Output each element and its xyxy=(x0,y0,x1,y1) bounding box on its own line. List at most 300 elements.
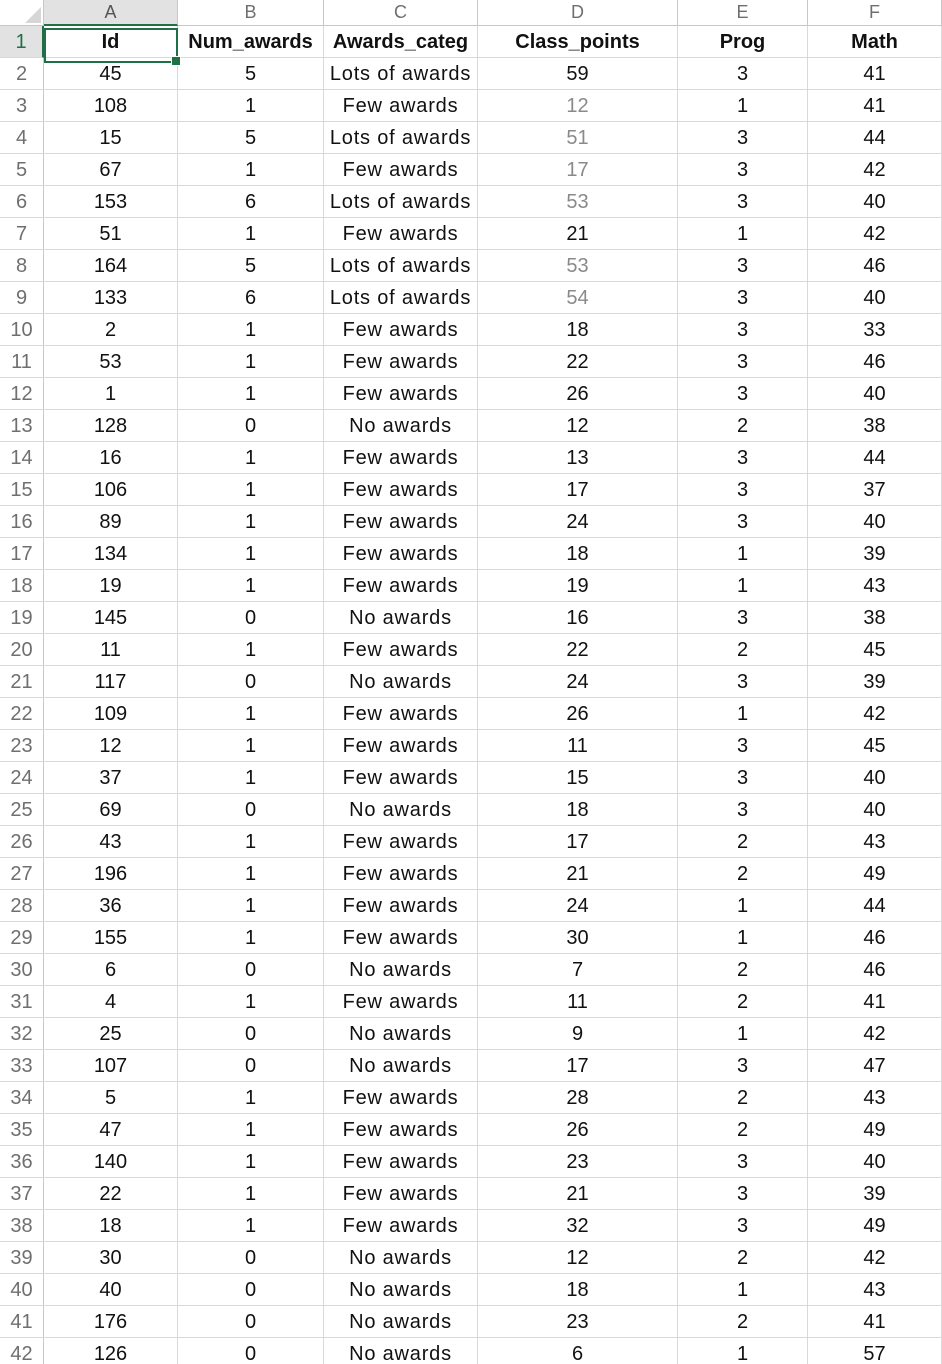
cell-class-points[interactable]: 16 xyxy=(478,602,678,634)
cell-id[interactable]: 89 xyxy=(44,506,178,538)
select-all-button[interactable] xyxy=(0,0,44,26)
cell-id[interactable]: 196 xyxy=(44,858,178,890)
cell-class-points[interactable]: 6 xyxy=(478,1338,678,1364)
cell-prog[interactable]: 2 xyxy=(678,1114,808,1146)
cell-awards-categ[interactable]: No awards xyxy=(324,1050,478,1082)
row-header[interactable]: 12 xyxy=(0,378,44,410)
cell-awards-categ[interactable]: Lots of awards xyxy=(324,282,478,314)
cell-prog[interactable]: 2 xyxy=(678,858,808,890)
cell-num-awards[interactable]: 5 xyxy=(178,58,324,90)
cell-num-awards[interactable]: 1 xyxy=(178,314,324,346)
cell-math[interactable]: 41 xyxy=(808,986,942,1018)
row-header[interactable]: 24 xyxy=(0,762,44,794)
cell-math[interactable]: 43 xyxy=(808,570,942,602)
cell-num-awards[interactable]: 1 xyxy=(178,570,324,602)
cell-num-awards[interactable]: 1 xyxy=(178,858,324,890)
cell-class-points[interactable]: 17 xyxy=(478,826,678,858)
cell-math[interactable]: 49 xyxy=(808,1114,942,1146)
cell-class-points[interactable]: 32 xyxy=(478,1210,678,1242)
cell-prog[interactable]: 2 xyxy=(678,826,808,858)
cell-id[interactable]: 133 xyxy=(44,282,178,314)
cell-math[interactable]: 38 xyxy=(808,602,942,634)
cell-id[interactable]: 43 xyxy=(44,826,178,858)
cell-class-points[interactable]: 53 xyxy=(478,250,678,282)
cell-id[interactable]: 106 xyxy=(44,474,178,506)
cell-math[interactable]: 41 xyxy=(808,58,942,90)
cell-num-awards[interactable]: 1 xyxy=(178,634,324,666)
column-header-f[interactable]: F xyxy=(808,0,942,26)
cell-num-awards[interactable]: 0 xyxy=(178,1050,324,1082)
cell-math[interactable]: 39 xyxy=(808,538,942,570)
cell-prog[interactable]: 3 xyxy=(678,378,808,410)
cell-awards-categ[interactable]: Few awards xyxy=(324,698,478,730)
header-cell-math[interactable]: Math xyxy=(808,26,942,58)
cell-id[interactable]: 53 xyxy=(44,346,178,378)
cell-id[interactable]: 145 xyxy=(44,602,178,634)
cell-id[interactable]: 2 xyxy=(44,314,178,346)
header-cell-num-awards[interactable]: Num_awards xyxy=(178,26,324,58)
row-header[interactable]: 27 xyxy=(0,858,44,890)
cell-num-awards[interactable]: 0 xyxy=(178,1338,324,1364)
cell-class-points[interactable]: 15 xyxy=(478,762,678,794)
cell-id[interactable]: 155 xyxy=(44,922,178,954)
row-header[interactable]: 28 xyxy=(0,890,44,922)
cell-class-points[interactable]: 12 xyxy=(478,410,678,442)
cell-id[interactable]: 128 xyxy=(44,410,178,442)
cell-awards-categ[interactable]: Few awards xyxy=(324,570,478,602)
cell-math[interactable]: 49 xyxy=(808,858,942,890)
cell-awards-categ[interactable]: Few awards xyxy=(324,442,478,474)
row-header[interactable]: 1 xyxy=(0,26,44,58)
cell-id[interactable]: 67 xyxy=(44,154,178,186)
row-header[interactable]: 38 xyxy=(0,1210,44,1242)
cell-class-points[interactable]: 53 xyxy=(478,186,678,218)
cell-prog[interactable]: 3 xyxy=(678,154,808,186)
cell-prog[interactable]: 3 xyxy=(678,1146,808,1178)
cell-math[interactable]: 38 xyxy=(808,410,942,442)
cell-math[interactable]: 42 xyxy=(808,218,942,250)
cell-class-points[interactable]: 24 xyxy=(478,506,678,538)
cell-awards-categ[interactable]: Few awards xyxy=(324,1178,478,1210)
cell-num-awards[interactable]: 1 xyxy=(178,1178,324,1210)
header-cell-id[interactable]: Id xyxy=(44,26,178,58)
cell-num-awards[interactable]: 0 xyxy=(178,602,324,634)
row-header[interactable]: 25 xyxy=(0,794,44,826)
cell-prog[interactable]: 2 xyxy=(678,410,808,442)
cell-id[interactable]: 22 xyxy=(44,1178,178,1210)
cell-math[interactable]: 46 xyxy=(808,922,942,954)
cell-prog[interactable]: 3 xyxy=(678,250,808,282)
cell-awards-categ[interactable]: Lots of awards xyxy=(324,186,478,218)
row-header[interactable]: 14 xyxy=(0,442,44,474)
cell-id[interactable]: 134 xyxy=(44,538,178,570)
cell-math[interactable]: 40 xyxy=(808,762,942,794)
cell-awards-categ[interactable]: Few awards xyxy=(324,986,478,1018)
cell-awards-categ[interactable]: No awards xyxy=(324,954,478,986)
cell-awards-categ[interactable]: No awards xyxy=(324,1018,478,1050)
cell-math[interactable]: 33 xyxy=(808,314,942,346)
cell-class-points[interactable]: 12 xyxy=(478,90,678,122)
cell-id[interactable]: 140 xyxy=(44,1146,178,1178)
cell-class-points[interactable]: 18 xyxy=(478,794,678,826)
cell-awards-categ[interactable]: No awards xyxy=(324,1338,478,1364)
row-header[interactable]: 7 xyxy=(0,218,44,250)
cell-awards-categ[interactable]: Few awards xyxy=(324,730,478,762)
row-header[interactable]: 9 xyxy=(0,282,44,314)
row-header[interactable]: 3 xyxy=(0,90,44,122)
cell-id[interactable]: 51 xyxy=(44,218,178,250)
cell-class-points[interactable]: 24 xyxy=(478,666,678,698)
cell-math[interactable]: 42 xyxy=(808,698,942,730)
cell-num-awards[interactable]: 1 xyxy=(178,890,324,922)
cell-class-points[interactable]: 18 xyxy=(478,314,678,346)
cell-prog[interactable]: 2 xyxy=(678,986,808,1018)
cell-prog[interactable]: 3 xyxy=(678,1050,808,1082)
cell-prog[interactable]: 1 xyxy=(678,538,808,570)
cell-math[interactable]: 49 xyxy=(808,1210,942,1242)
cell-prog[interactable]: 3 xyxy=(678,474,808,506)
row-header[interactable]: 18 xyxy=(0,570,44,602)
row-header[interactable]: 42 xyxy=(0,1338,44,1364)
cell-class-points[interactable]: 26 xyxy=(478,698,678,730)
row-header[interactable]: 37 xyxy=(0,1178,44,1210)
cell-id[interactable]: 108 xyxy=(44,90,178,122)
cell-class-points[interactable]: 28 xyxy=(478,1082,678,1114)
cell-prog[interactable]: 3 xyxy=(678,122,808,154)
cell-math[interactable]: 37 xyxy=(808,474,942,506)
cell-prog[interactable]: 3 xyxy=(678,794,808,826)
cell-awards-categ[interactable]: Lots of awards xyxy=(324,58,478,90)
cell-prog[interactable]: 3 xyxy=(678,186,808,218)
cell-math[interactable]: 40 xyxy=(808,282,942,314)
cell-class-points[interactable]: 11 xyxy=(478,986,678,1018)
cell-class-points[interactable]: 22 xyxy=(478,346,678,378)
cell-prog[interactable]: 3 xyxy=(678,666,808,698)
cell-id[interactable]: 107 xyxy=(44,1050,178,1082)
cell-awards-categ[interactable]: Few awards xyxy=(324,474,478,506)
cell-awards-categ[interactable]: Lots of awards xyxy=(324,122,478,154)
cell-awards-categ[interactable]: Few awards xyxy=(324,762,478,794)
cell-num-awards[interactable]: 1 xyxy=(178,922,324,954)
cell-id[interactable]: 153 xyxy=(44,186,178,218)
cell-class-points[interactable]: 11 xyxy=(478,730,678,762)
cell-math[interactable]: 45 xyxy=(808,634,942,666)
cell-id[interactable]: 69 xyxy=(44,794,178,826)
cell-math[interactable]: 40 xyxy=(808,186,942,218)
cell-math[interactable]: 39 xyxy=(808,1178,942,1210)
cell-awards-categ[interactable]: Few awards xyxy=(324,634,478,666)
column-header-d[interactable]: D xyxy=(478,0,678,26)
cell-awards-categ[interactable]: Few awards xyxy=(324,90,478,122)
cell-id[interactable]: 36 xyxy=(44,890,178,922)
row-header[interactable]: 21 xyxy=(0,666,44,698)
cell-id[interactable]: 15 xyxy=(44,122,178,154)
cell-awards-categ[interactable]: No awards xyxy=(324,666,478,698)
cell-prog[interactable]: 2 xyxy=(678,1306,808,1338)
cell-id[interactable]: 4 xyxy=(44,986,178,1018)
cell-num-awards[interactable]: 1 xyxy=(178,474,324,506)
cell-awards-categ[interactable]: Few awards xyxy=(324,506,478,538)
cell-id[interactable]: 109 xyxy=(44,698,178,730)
cell-awards-categ[interactable]: Few awards xyxy=(324,1082,478,1114)
cell-num-awards[interactable]: 6 xyxy=(178,186,324,218)
cell-awards-categ[interactable]: No awards xyxy=(324,1274,478,1306)
cell-num-awards[interactable]: 1 xyxy=(178,698,324,730)
cell-prog[interactable]: 3 xyxy=(678,442,808,474)
cell-math[interactable]: 57 xyxy=(808,1338,942,1364)
cell-num-awards[interactable]: 1 xyxy=(178,90,324,122)
cell-math[interactable]: 40 xyxy=(808,1146,942,1178)
cell-awards-categ[interactable]: No awards xyxy=(324,602,478,634)
cell-math[interactable]: 46 xyxy=(808,954,942,986)
row-header[interactable]: 31 xyxy=(0,986,44,1018)
cell-awards-categ[interactable]: No awards xyxy=(324,1306,478,1338)
cell-num-awards[interactable]: 0 xyxy=(178,410,324,442)
row-header[interactable]: 32 xyxy=(0,1018,44,1050)
cell-id[interactable]: 126 xyxy=(44,1338,178,1364)
cell-num-awards[interactable]: 1 xyxy=(178,1114,324,1146)
cell-class-points[interactable]: 51 xyxy=(478,122,678,154)
row-header[interactable]: 13 xyxy=(0,410,44,442)
cell-awards-categ[interactable]: No awards xyxy=(324,794,478,826)
cell-prog[interactable]: 1 xyxy=(678,1274,808,1306)
cell-math[interactable]: 40 xyxy=(808,794,942,826)
cell-prog[interactable]: 1 xyxy=(678,698,808,730)
cell-prog[interactable]: 3 xyxy=(678,282,808,314)
cell-prog[interactable]: 3 xyxy=(678,1178,808,1210)
cell-prog[interactable]: 3 xyxy=(678,506,808,538)
cell-prog[interactable]: 3 xyxy=(678,314,808,346)
cell-num-awards[interactable]: 1 xyxy=(178,826,324,858)
cell-num-awards[interactable]: 1 xyxy=(178,218,324,250)
cell-id[interactable]: 25 xyxy=(44,1018,178,1050)
cell-class-points[interactable]: 12 xyxy=(478,1242,678,1274)
row-header[interactable]: 16 xyxy=(0,506,44,538)
cell-awards-categ[interactable]: Few awards xyxy=(324,922,478,954)
cell-class-points[interactable]: 23 xyxy=(478,1146,678,1178)
cell-id[interactable]: 176 xyxy=(44,1306,178,1338)
cell-class-points[interactable]: 26 xyxy=(478,378,678,410)
cell-num-awards[interactable]: 0 xyxy=(178,1306,324,1338)
cell-class-points[interactable]: 17 xyxy=(478,474,678,506)
cell-awards-categ[interactable]: Few awards xyxy=(324,314,478,346)
row-header[interactable]: 33 xyxy=(0,1050,44,1082)
cell-id[interactable]: 6 xyxy=(44,954,178,986)
row-header[interactable]: 35 xyxy=(0,1114,44,1146)
row-header[interactable]: 8 xyxy=(0,250,44,282)
cell-id[interactable]: 19 xyxy=(44,570,178,602)
cell-prog[interactable]: 1 xyxy=(678,218,808,250)
cell-prog[interactable]: 3 xyxy=(678,762,808,794)
cell-class-points[interactable]: 21 xyxy=(478,218,678,250)
cell-awards-categ[interactable]: No awards xyxy=(324,1242,478,1274)
cell-num-awards[interactable]: 1 xyxy=(178,538,324,570)
cell-prog[interactable]: 3 xyxy=(678,602,808,634)
cell-id[interactable]: 30 xyxy=(44,1242,178,1274)
row-header[interactable]: 39 xyxy=(0,1242,44,1274)
cell-math[interactable]: 43 xyxy=(808,1082,942,1114)
cell-num-awards[interactable]: 1 xyxy=(178,762,324,794)
cell-id[interactable]: 1 xyxy=(44,378,178,410)
cell-class-points[interactable]: 13 xyxy=(478,442,678,474)
cell-prog[interactable]: 3 xyxy=(678,58,808,90)
cell-awards-categ[interactable]: Lots of awards xyxy=(324,250,478,282)
cell-prog[interactable]: 2 xyxy=(678,954,808,986)
cell-num-awards[interactable]: 1 xyxy=(178,506,324,538)
cell-class-points[interactable]: 59 xyxy=(478,58,678,90)
cell-math[interactable]: 44 xyxy=(808,122,942,154)
cell-num-awards[interactable]: 1 xyxy=(178,1082,324,1114)
row-header[interactable]: 2 xyxy=(0,58,44,90)
cell-prog[interactable]: 1 xyxy=(678,890,808,922)
cell-math[interactable]: 44 xyxy=(808,890,942,922)
cell-num-awards[interactable]: 0 xyxy=(178,666,324,698)
cell-num-awards[interactable]: 1 xyxy=(178,1210,324,1242)
cell-math[interactable]: 46 xyxy=(808,250,942,282)
cell-class-points[interactable]: 17 xyxy=(478,1050,678,1082)
header-cell-prog[interactable]: Prog xyxy=(678,26,808,58)
cell-math[interactable]: 47 xyxy=(808,1050,942,1082)
cell-math[interactable]: 39 xyxy=(808,666,942,698)
cell-math[interactable]: 40 xyxy=(808,506,942,538)
row-header[interactable]: 22 xyxy=(0,698,44,730)
cell-id[interactable]: 40 xyxy=(44,1274,178,1306)
cell-num-awards[interactable]: 1 xyxy=(178,346,324,378)
row-header[interactable]: 30 xyxy=(0,954,44,986)
cell-math[interactable]: 41 xyxy=(808,1306,942,1338)
cell-id[interactable]: 37 xyxy=(44,762,178,794)
cell-math[interactable]: 45 xyxy=(808,730,942,762)
row-header[interactable]: 36 xyxy=(0,1146,44,1178)
cell-class-points[interactable]: 54 xyxy=(478,282,678,314)
cell-class-points[interactable]: 21 xyxy=(478,1178,678,1210)
cell-class-points[interactable]: 21 xyxy=(478,858,678,890)
column-header-c[interactable]: C xyxy=(324,0,478,26)
cell-num-awards[interactable]: 0 xyxy=(178,1274,324,1306)
cell-math[interactable]: 46 xyxy=(808,346,942,378)
cell-awards-categ[interactable]: Few awards xyxy=(324,858,478,890)
cell-num-awards[interactable]: 0 xyxy=(178,954,324,986)
cell-id[interactable]: 164 xyxy=(44,250,178,282)
row-header[interactable]: 20 xyxy=(0,634,44,666)
row-header[interactable]: 6 xyxy=(0,186,44,218)
cell-math[interactable]: 42 xyxy=(808,1242,942,1274)
row-header[interactable]: 23 xyxy=(0,730,44,762)
cell-prog[interactable]: 1 xyxy=(678,1338,808,1364)
cell-prog[interactable]: 2 xyxy=(678,634,808,666)
cell-id[interactable]: 47 xyxy=(44,1114,178,1146)
cell-class-points[interactable]: 24 xyxy=(478,890,678,922)
row-header[interactable]: 34 xyxy=(0,1082,44,1114)
row-header[interactable]: 10 xyxy=(0,314,44,346)
cell-awards-categ[interactable]: Few awards xyxy=(324,154,478,186)
column-header-e[interactable]: E xyxy=(678,0,808,26)
cell-num-awards[interactable]: 1 xyxy=(178,378,324,410)
cell-awards-categ[interactable]: Few awards xyxy=(324,1114,478,1146)
cell-awards-categ[interactable]: Few awards xyxy=(324,538,478,570)
cell-class-points[interactable]: 7 xyxy=(478,954,678,986)
cell-class-points[interactable]: 23 xyxy=(478,1306,678,1338)
row-header[interactable]: 4 xyxy=(0,122,44,154)
row-header[interactable]: 17 xyxy=(0,538,44,570)
cell-num-awards[interactable]: 0 xyxy=(178,1018,324,1050)
row-header[interactable]: 26 xyxy=(0,826,44,858)
row-header[interactable]: 41 xyxy=(0,1306,44,1338)
cell-class-points[interactable]: 17 xyxy=(478,154,678,186)
cell-num-awards[interactable]: 1 xyxy=(178,442,324,474)
cell-math[interactable]: 43 xyxy=(808,1274,942,1306)
cell-class-points[interactable]: 18 xyxy=(478,538,678,570)
cell-prog[interactable]: 1 xyxy=(678,1018,808,1050)
header-cell-awards-categ[interactable]: Awards_categ xyxy=(324,26,478,58)
cell-prog[interactable]: 2 xyxy=(678,1242,808,1274)
cell-class-points[interactable]: 18 xyxy=(478,1274,678,1306)
cell-id[interactable]: 18 xyxy=(44,1210,178,1242)
cell-id[interactable]: 5 xyxy=(44,1082,178,1114)
cell-prog[interactable]: 3 xyxy=(678,346,808,378)
column-header-b[interactable]: B xyxy=(178,0,324,26)
cell-prog[interactable]: 2 xyxy=(678,1082,808,1114)
cell-awards-categ[interactable]: Few awards xyxy=(324,1210,478,1242)
cell-id[interactable]: 12 xyxy=(44,730,178,762)
cell-awards-categ[interactable]: Few awards xyxy=(324,218,478,250)
cell-awards-categ[interactable]: No awards xyxy=(324,410,478,442)
row-header[interactable]: 29 xyxy=(0,922,44,954)
header-cell-class-points[interactable]: Class_points xyxy=(478,26,678,58)
cell-math[interactable]: 40 xyxy=(808,378,942,410)
cell-awards-categ[interactable]: Few awards xyxy=(324,378,478,410)
cell-num-awards[interactable]: 1 xyxy=(178,986,324,1018)
cell-id[interactable]: 11 xyxy=(44,634,178,666)
cell-num-awards[interactable]: 5 xyxy=(178,122,324,154)
cell-prog[interactable]: 1 xyxy=(678,90,808,122)
cell-prog[interactable]: 3 xyxy=(678,1210,808,1242)
cell-class-points[interactable]: 30 xyxy=(478,922,678,954)
cell-math[interactable]: 43 xyxy=(808,826,942,858)
cell-math[interactable]: 42 xyxy=(808,1018,942,1050)
cell-num-awards[interactable]: 1 xyxy=(178,154,324,186)
cell-math[interactable]: 44 xyxy=(808,442,942,474)
row-header[interactable]: 5 xyxy=(0,154,44,186)
cell-math[interactable]: 41 xyxy=(808,90,942,122)
cell-num-awards[interactable]: 0 xyxy=(178,794,324,826)
cell-awards-categ[interactable]: Few awards xyxy=(324,890,478,922)
cell-class-points[interactable]: 9 xyxy=(478,1018,678,1050)
cell-prog[interactable]: 3 xyxy=(678,730,808,762)
cell-id[interactable]: 45 xyxy=(44,58,178,90)
cell-class-points[interactable]: 22 xyxy=(478,634,678,666)
cell-awards-categ[interactable]: Few awards xyxy=(324,346,478,378)
row-header[interactable]: 40 xyxy=(0,1274,44,1306)
cell-prog[interactable]: 1 xyxy=(678,570,808,602)
cell-id[interactable]: 117 xyxy=(44,666,178,698)
row-header[interactable]: 19 xyxy=(0,602,44,634)
cell-num-awards[interactable]: 5 xyxy=(178,250,324,282)
cell-num-awards[interactable]: 1 xyxy=(178,730,324,762)
cell-awards-categ[interactable]: Few awards xyxy=(324,1146,478,1178)
cell-num-awards[interactable]: 6 xyxy=(178,282,324,314)
cell-math[interactable]: 42 xyxy=(808,154,942,186)
cell-prog[interactable]: 1 xyxy=(678,922,808,954)
cell-num-awards[interactable]: 0 xyxy=(178,1242,324,1274)
cell-id[interactable]: 16 xyxy=(44,442,178,474)
column-header-a[interactable]: A xyxy=(44,0,178,26)
row-header[interactable]: 15 xyxy=(0,474,44,506)
cell-awards-categ[interactable]: Few awards xyxy=(324,826,478,858)
cell-class-points[interactable]: 19 xyxy=(478,570,678,602)
row-header[interactable]: 11 xyxy=(0,346,44,378)
cell-num-awards[interactable]: 1 xyxy=(178,1146,324,1178)
